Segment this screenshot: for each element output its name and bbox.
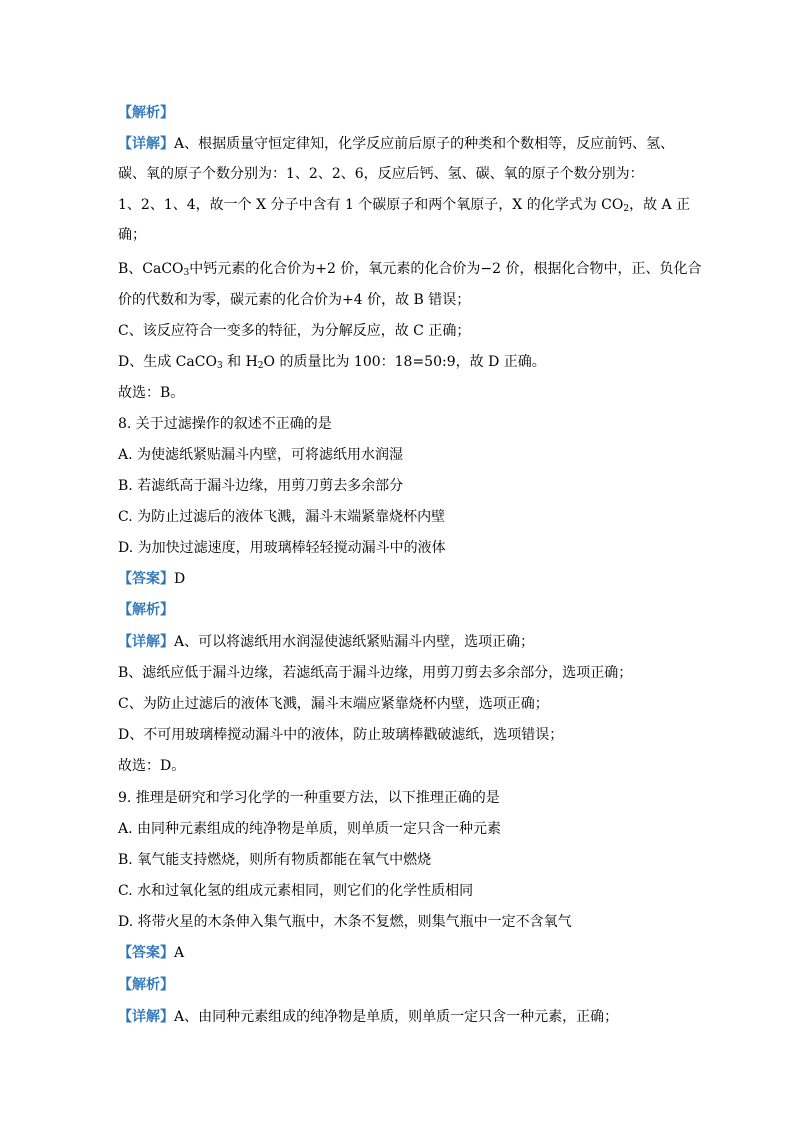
answer-label: 【答案】	[118, 571, 174, 587]
detail-label: 【详解】	[118, 1009, 174, 1025]
detail-text: A、由同种元素组成的纯净物是单质，则单质一定只含一种元素，正确；	[174, 1009, 619, 1025]
option-line: C. 为防止过滤后的液体飞溅，漏斗末端紧靠烧杯内壁	[118, 509, 446, 525]
answer-line	[118, 943, 184, 963]
question-9: 9. 推理是研究和学习化学的一种重要方法，以下推理正确的是	[118, 790, 500, 806]
detail-text: ，故 A 正	[629, 197, 691, 213]
question-8: 8. 关于过滤操作的叙述不正确的是	[118, 416, 332, 432]
detail-line: 碳、氧的原子个数分别为：1、2、2、6，反应后钙、氢、碳、氧的原子个数分别为：	[118, 166, 644, 182]
detail-line: B、滤纸应低于漏斗边缘，若滤纸高于漏斗边缘，用剪刀剪去多余部分，选项正确；	[118, 665, 633, 681]
option-line: A. 为使滤纸紧贴漏斗内壁，可将滤纸用水润湿	[118, 447, 404, 463]
option-line: D. 将带火星的木条伸入集气瓶中，木条不复燃，则集气瓶中一定不含氧气	[118, 914, 572, 930]
detail-text: 1、2、1、4，故一个 X 分子中含有 1 个碳原子和两个氧原子，X 的化学式为 CO	[118, 197, 624, 213]
conclusion-line: 故选：D。	[118, 758, 186, 774]
detail-line	[118, 1007, 618, 1027]
subscript: 2	[623, 204, 630, 214]
analysis-label: 【解析】	[118, 977, 174, 993]
option-line: B. 若滤纸高于漏斗边缘，用剪刀剪去多余部分	[118, 478, 404, 494]
option-line: C. 水和过氧化氢的组成元素相同，则它们的化学性质相同	[118, 883, 474, 899]
detail-line: C、为防止过滤后的液体飞溅，漏斗末端应紧靠烧杯内壁，选项正确；	[118, 696, 549, 712]
detail-line: 价的代数和为零，碳元素的化合价为+4 价，故 B 错误；	[118, 292, 471, 308]
option-line: B. 氧气能支持燃烧，则所有物质都能在氧气中燃烧	[118, 852, 432, 868]
detail-line: C、该反应符合一变多的特征，为分解反应，故 C 正确；	[118, 323, 471, 339]
analysis-label: 【解析】	[118, 602, 174, 618]
detail-line	[118, 195, 690, 219]
analysis-label: 【解析】	[118, 105, 174, 121]
answer-value: D	[174, 571, 186, 587]
detail-text: 和 H	[227, 354, 258, 370]
analysis-heading-2	[118, 600, 174, 620]
detail-label: 【详解】	[118, 136, 174, 152]
detail-line	[118, 134, 674, 154]
detail-text: A、可以将滤纸用水润湿使滤纸紧贴漏斗内壁，选项正确；	[174, 634, 535, 650]
answer-label: 【答案】	[118, 945, 174, 961]
detail-label: 【详解】	[118, 634, 174, 650]
detail-line	[118, 632, 534, 652]
detail-line: 确；	[118, 227, 146, 243]
detail-line	[118, 352, 546, 376]
detail-text: O 的质量比为 100：18=50:9，故 D 正确。	[263, 354, 546, 370]
subscript: 2	[257, 361, 264, 371]
analysis-heading-1	[118, 103, 174, 123]
conclusion-line: 故选：B。	[118, 385, 185, 401]
detail-text: A、根据质量守恒定律知，化学反应前后原子的种类和个数相等，反应前钙、氢、	[174, 136, 675, 152]
option-line: A. 由同种元素组成的纯净物是单质，则单质一定只含一种元素	[118, 821, 502, 837]
detail-line	[118, 259, 701, 283]
subscript: 3	[216, 361, 223, 371]
answer-line	[118, 569, 185, 589]
subscript: 3	[183, 268, 190, 278]
answer-value: A	[174, 945, 185, 961]
detail-text: 中钙元素的化合价为+2 价，氧元素的化合价为−2 价，根据化合物中，正、负化合	[189, 261, 702, 277]
analysis-heading-3	[118, 975, 174, 995]
detail-text: B、CaCO	[118, 261, 184, 277]
option-line: D. 为加快过滤速度，用玻璃棒轻轻搅动漏斗中的液体	[118, 540, 446, 556]
detail-line: D、不可用玻璃棒搅动漏斗中的液体，防止玻璃棒戳破滤纸，选项错误；	[118, 727, 564, 743]
detail-text: D、生成 CaCO	[118, 354, 217, 370]
